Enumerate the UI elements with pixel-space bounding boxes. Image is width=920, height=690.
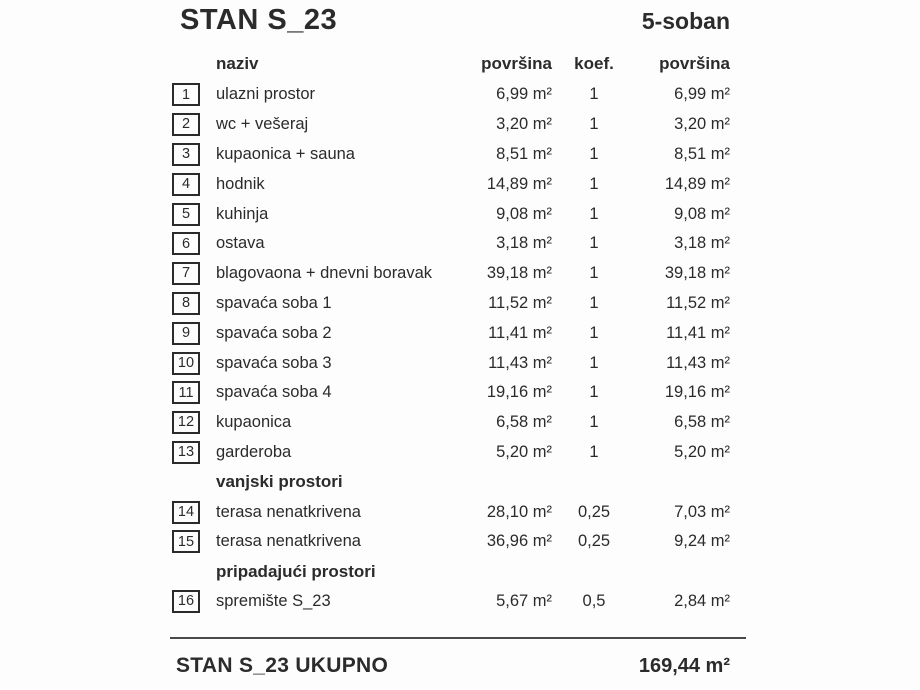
room-result: 19,16 m² bbox=[664, 383, 730, 402]
row-number-box: 11 bbox=[172, 381, 200, 404]
row-number-box: 15 bbox=[172, 530, 200, 553]
room-name: wc + vešeraj bbox=[216, 115, 309, 134]
room-area: 3,18 m² bbox=[496, 234, 552, 253]
room-name: terasa nenatkrivena bbox=[216, 532, 361, 551]
room-result: 11,52 m² bbox=[666, 293, 730, 312]
column-header-area: površina bbox=[481, 54, 552, 73]
room-koef: 1 bbox=[589, 85, 599, 104]
room-koef: 1 bbox=[589, 413, 599, 432]
room-area: 5,67 m² bbox=[496, 591, 552, 610]
row-number-box: 13 bbox=[172, 441, 200, 464]
room-result: 39,18 m² bbox=[664, 264, 730, 283]
room-area: 8,51 m² bbox=[496, 144, 552, 163]
room-koef: 1 bbox=[589, 174, 599, 193]
room-koef: 1 bbox=[589, 383, 599, 402]
room-name: spavaća soba 1 bbox=[216, 293, 332, 312]
row-number-box: 8 bbox=[172, 292, 200, 315]
room-area: 28,10 m² bbox=[486, 502, 552, 521]
row-number-box: 16 bbox=[172, 590, 200, 613]
room-name: blagovaona + dnevni boravak bbox=[216, 264, 433, 283]
room-result: 2,84 m² bbox=[674, 591, 730, 610]
column-header-result: površina bbox=[659, 54, 730, 73]
room-koef: 1 bbox=[589, 204, 599, 223]
table-row bbox=[170, 199, 746, 229]
room-result: 3,18 m² bbox=[674, 234, 730, 253]
column-header-name: naziv bbox=[216, 54, 259, 73]
row-number-box: 2 bbox=[172, 113, 200, 136]
room-name: kuhinja bbox=[216, 204, 269, 223]
row-number-box: 5 bbox=[172, 203, 200, 226]
total-value: 169,44 m² bbox=[638, 655, 730, 678]
room-name: terasa nenatkrivena bbox=[216, 502, 361, 521]
room-name: spremište S_23 bbox=[216, 591, 331, 610]
room-result: 11,43 m² bbox=[666, 353, 730, 372]
room-name: spavaća soba 2 bbox=[216, 323, 332, 342]
room-result: 9,08 m² bbox=[674, 204, 730, 223]
room-result: 6,58 m² bbox=[674, 413, 730, 432]
room-area: 11,52 m² bbox=[488, 293, 552, 312]
table-row bbox=[170, 378, 746, 408]
room-area: 36,96 m² bbox=[486, 532, 552, 551]
row-number-box: 12 bbox=[172, 411, 200, 434]
room-koef: 1 bbox=[589, 442, 599, 461]
room-name: kupaonica + sauna bbox=[216, 144, 355, 163]
table-row bbox=[170, 289, 746, 319]
room-name: ostava bbox=[216, 234, 265, 253]
page-title: STAN S_23 bbox=[180, 4, 338, 36]
room-koef: 0,25 bbox=[577, 502, 611, 521]
table-row bbox=[170, 438, 746, 468]
room-koef: 1 bbox=[589, 234, 599, 253]
room-result: 8,51 m² bbox=[674, 144, 730, 163]
room-name: spavaća soba 4 bbox=[216, 383, 332, 402]
room-area: 3,20 m² bbox=[496, 115, 552, 134]
row-number-box: 1 bbox=[172, 83, 200, 106]
room-result: 7,03 m² bbox=[674, 502, 730, 521]
row-number-box: 14 bbox=[172, 501, 200, 524]
table-row bbox=[170, 408, 746, 438]
room-result: 9,24 m² bbox=[674, 532, 730, 551]
room-name: ulazni prostor bbox=[216, 85, 316, 104]
table-row bbox=[170, 587, 746, 617]
room-koef: 1 bbox=[589, 264, 599, 283]
row-number-box: 7 bbox=[172, 262, 200, 285]
title-row bbox=[170, 0, 746, 48]
room-koef: 1 bbox=[589, 323, 599, 342]
table-row bbox=[170, 110, 746, 140]
table-row bbox=[170, 348, 746, 378]
total-label: STAN S_23 UKUPNO bbox=[176, 654, 389, 678]
room-result: 6,99 m² bbox=[674, 85, 730, 104]
row-number-box: 10 bbox=[172, 352, 200, 375]
section-title: pripadajući prostori bbox=[216, 561, 376, 581]
table-row bbox=[170, 527, 746, 557]
table-row bbox=[170, 140, 746, 170]
column-header-row bbox=[170, 48, 746, 80]
room-area: 6,99 m² bbox=[496, 85, 552, 104]
row-number-box: 3 bbox=[172, 143, 200, 166]
table-row bbox=[170, 318, 746, 348]
room-area: 5,20 m² bbox=[496, 442, 552, 461]
table-row bbox=[170, 229, 746, 259]
section-header bbox=[170, 467, 746, 497]
room-area: 6,58 m² bbox=[496, 413, 552, 432]
room-result: 5,20 m² bbox=[674, 442, 730, 461]
section-header bbox=[170, 557, 746, 587]
sheet-content bbox=[170, 0, 746, 678]
table-row bbox=[170, 169, 746, 199]
room-result: 11,41 m² bbox=[666, 323, 730, 342]
room-koef: 1 bbox=[589, 144, 599, 163]
table-row bbox=[170, 80, 746, 110]
room-result: 14,89 m² bbox=[664, 174, 730, 193]
room-area: 9,08 m² bbox=[496, 204, 552, 223]
room-koef: 1 bbox=[589, 293, 599, 312]
row-number-box: 9 bbox=[172, 322, 200, 345]
room-name: hodnik bbox=[216, 174, 265, 193]
room-koef: 1 bbox=[589, 115, 599, 134]
room-area: 39,18 m² bbox=[486, 264, 552, 283]
table-row bbox=[170, 497, 746, 527]
room-koef: 1 bbox=[589, 353, 599, 372]
row-number-box: 6 bbox=[172, 232, 200, 255]
room-koef: 0,5 bbox=[582, 591, 606, 610]
total-row bbox=[170, 639, 746, 678]
room-name: kupaonica bbox=[216, 413, 292, 432]
room-name: garderoba bbox=[216, 442, 292, 461]
room-name: spavaća soba 3 bbox=[216, 353, 332, 372]
room-area: 19,16 m² bbox=[486, 383, 552, 402]
room-result: 3,20 m² bbox=[674, 115, 730, 134]
row-number-box: 4 bbox=[172, 173, 200, 196]
room-koef: 0,25 bbox=[577, 532, 611, 551]
room-area: 11,43 m² bbox=[488, 353, 552, 372]
column-header-koef: koef. bbox=[574, 54, 614, 73]
room-area: 14,89 m² bbox=[486, 174, 552, 193]
section-title: vanjski prostori bbox=[216, 472, 343, 492]
unit-type-label: 5-soban bbox=[641, 8, 730, 34]
table-row bbox=[170, 259, 746, 289]
room-area: 11,41 m² bbox=[488, 323, 552, 342]
